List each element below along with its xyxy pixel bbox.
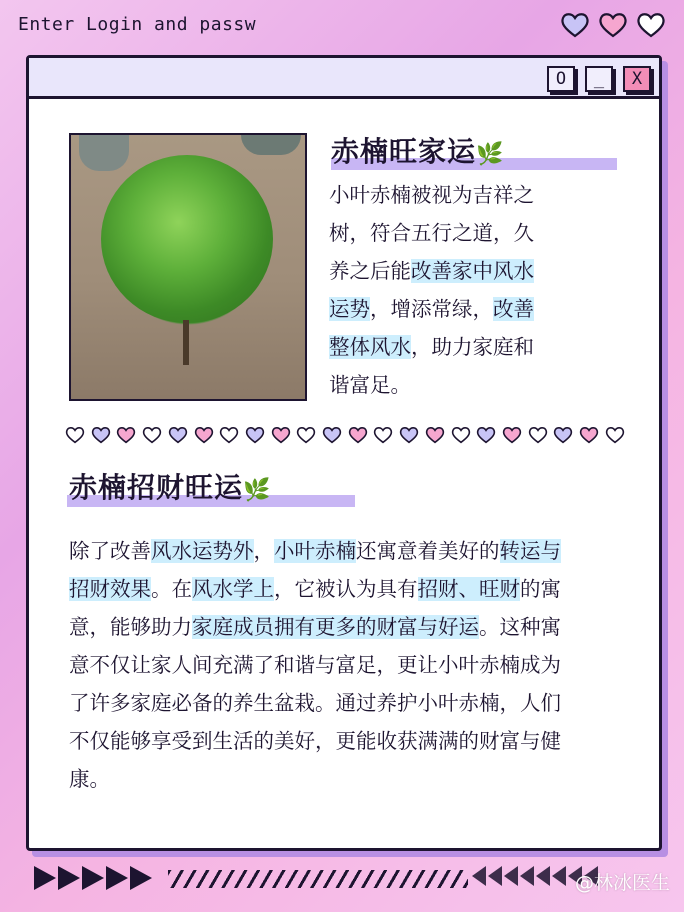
heart-icon — [502, 426, 522, 444]
section2-paragraph — [69, 532, 629, 798]
highlighted-text: 改善家中风水 — [411, 259, 534, 283]
arrow-right-icon — [34, 866, 56, 890]
text-segment: ，助力家庭和 — [411, 335, 534, 359]
arrow-left-icon — [488, 866, 502, 886]
heart-icon — [476, 426, 496, 444]
paragraph-line — [329, 252, 619, 290]
login-prompt-text: Enter Login and passw — [18, 14, 257, 35]
paragraph-line — [69, 608, 629, 646]
text-segment: 除了改善 — [69, 539, 151, 563]
restore-button[interactable]: O — [547, 66, 575, 92]
window-titlebar — [29, 58, 659, 99]
highlighted-text: 家庭成员拥有更多的财富与好运 — [192, 615, 479, 639]
highlighted-text: 招财效果 — [69, 577, 151, 601]
text-segment: ， — [253, 539, 274, 563]
heart-icon — [579, 426, 599, 444]
text-segment: 谐富足。 — [329, 373, 411, 397]
highlighted-text: 小叶赤楠 — [274, 539, 356, 563]
heart-icon — [194, 426, 214, 444]
arrow-left-icon — [520, 866, 534, 886]
text-segment: 养之后能 — [329, 259, 411, 283]
watermark-text: @林冰医生 — [574, 872, 670, 894]
text-segment: ，它被认为具有 — [274, 577, 418, 601]
heart-icon — [373, 426, 393, 444]
section1-paragraph — [329, 176, 619, 404]
arrow-right-icon — [82, 866, 104, 890]
heart-icon — [91, 426, 111, 444]
heart-icon — [322, 426, 342, 444]
highlighted-text: 转运与 — [499, 539, 561, 563]
arrow-left-icon — [504, 866, 518, 886]
highlighted-text: 运势 — [329, 297, 370, 321]
heart-icon — [168, 426, 188, 444]
text-segment: 康。 — [69, 767, 110, 791]
heart-icon — [528, 426, 548, 444]
heart-icon — [399, 426, 419, 444]
plant-photo — [69, 133, 307, 401]
close-button[interactable]: X — [623, 66, 651, 92]
paragraph-line — [329, 290, 619, 328]
text-segment: 意，能够助力 — [69, 615, 192, 639]
paragraph-line — [69, 646, 629, 684]
heart-icon — [142, 426, 162, 444]
highlighted-text: 整体风水 — [329, 335, 411, 359]
text-segment: 树，符合五行之道，久 — [329, 221, 534, 245]
bush-shape — [101, 155, 273, 323]
stem-shape — [183, 320, 189, 365]
leaf-icon: 🌿 — [243, 478, 272, 503]
text-segment: 。这种寓 — [479, 615, 561, 639]
arrow-right-icon — [130, 866, 152, 890]
section1-title — [331, 130, 504, 170]
paragraph-line — [69, 684, 629, 722]
heart-pink-icon — [598, 12, 628, 38]
text-segment: 的寓 — [520, 577, 561, 601]
text-segment: 小叶赤楠被视为吉祥之 — [329, 183, 534, 207]
highlighted-text: 招财、旺财 — [417, 577, 520, 601]
pot-shape — [79, 135, 129, 171]
highlighted-text: 风水运势外 — [151, 539, 254, 563]
heart-icon — [116, 426, 136, 444]
text-segment: 还寓意着美好的 — [356, 539, 500, 563]
heart-icon — [425, 426, 445, 444]
leaf-icon: 🌿 — [476, 142, 505, 167]
arrow-left-icon — [472, 866, 486, 886]
footer-arrows — [34, 866, 152, 890]
paragraph-line — [329, 328, 619, 366]
arrow-left-icon — [536, 866, 550, 886]
paragraph-line — [69, 722, 629, 760]
heart-icon — [271, 426, 291, 444]
arrow-left-icon — [552, 866, 566, 886]
text-segment: 。在 — [151, 577, 192, 601]
window-frame — [26, 55, 662, 851]
heart-icon — [65, 426, 85, 444]
heart-icon — [245, 426, 265, 444]
footer-stripe — [168, 870, 468, 888]
paragraph-line — [329, 176, 619, 214]
arrow-right-icon — [106, 866, 128, 890]
highlighted-text: 风水学上 — [192, 577, 274, 601]
minimize-button[interactable]: _ — [585, 66, 613, 92]
text-segment: 不仅能够享受到生活的美好，更能收获满满的财富与健 — [69, 729, 561, 753]
highlighted-text: 改善 — [493, 297, 534, 321]
heart-icon — [348, 426, 368, 444]
heart-icon — [605, 426, 625, 444]
section1-title-text: 赤楠旺家运 — [331, 135, 477, 168]
heart-outline-icon — [636, 12, 666, 38]
paragraph-line — [329, 214, 619, 252]
text-segment: 了许多家庭必备的养生盆栽。通过养护小叶赤楠，人们 — [69, 691, 561, 715]
heart-icon — [553, 426, 573, 444]
arrow-right-icon — [58, 866, 80, 890]
heart-icon — [296, 426, 316, 444]
paragraph-line — [329, 366, 619, 404]
paragraph-line — [69, 760, 629, 798]
heart-outline-icon — [560, 12, 590, 38]
heart-icon — [451, 426, 471, 444]
heart-divider — [65, 426, 625, 444]
text-segment: ，增添常绿， — [370, 297, 493, 321]
paragraph-line — [69, 532, 629, 570]
heart-icon — [219, 426, 239, 444]
paragraph-line — [69, 570, 629, 608]
header-hearts — [560, 12, 666, 38]
section2-title-text: 赤楠招财旺运 — [69, 471, 244, 504]
pot-shape — [241, 135, 301, 155]
section2-title — [69, 466, 271, 506]
text-segment: 意不仅让家人间充满了和谐与富足，更让小叶赤楠成为 — [69, 653, 561, 677]
